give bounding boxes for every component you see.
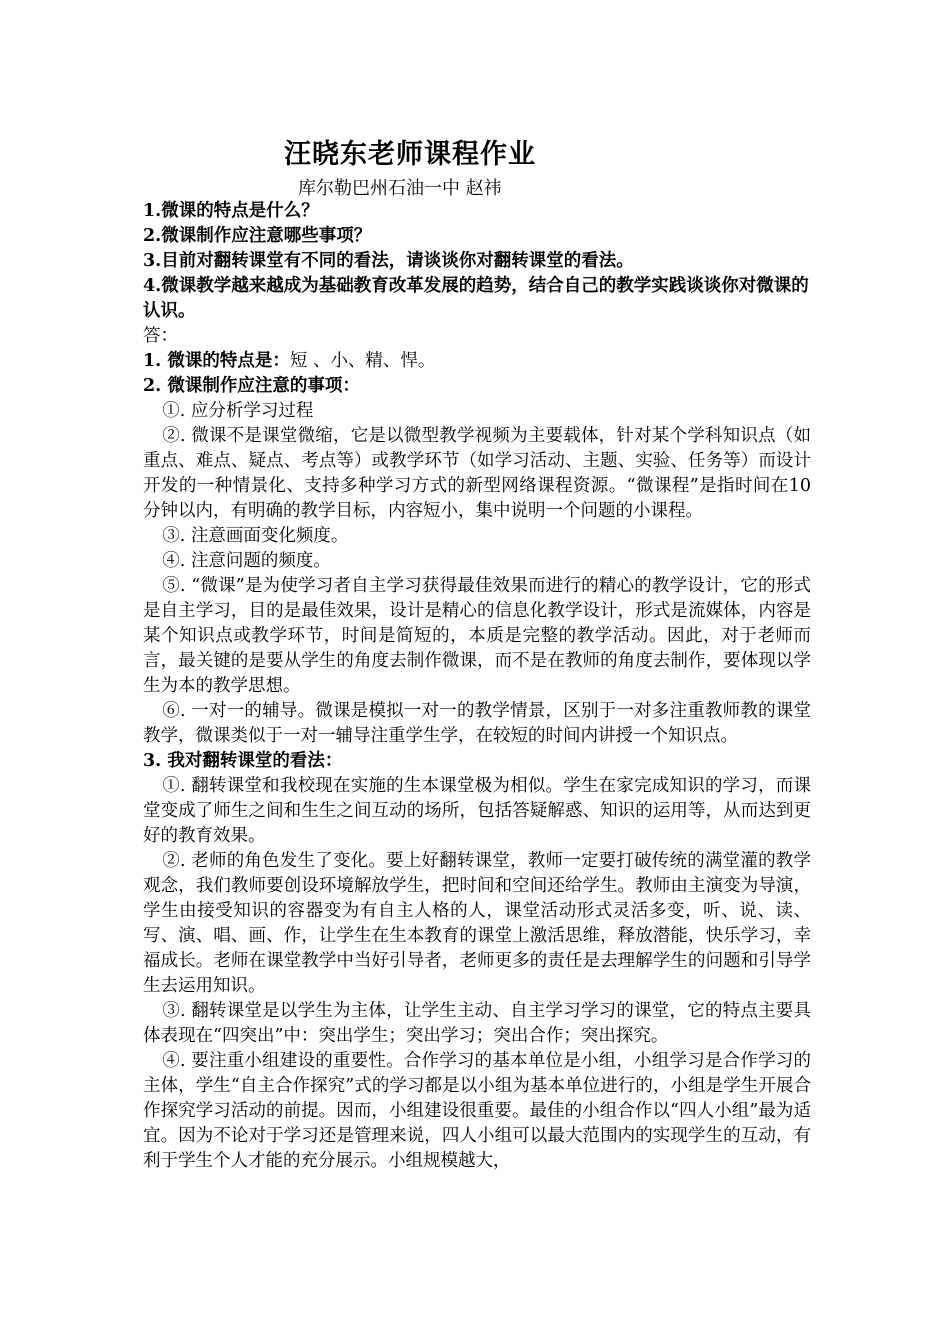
answer-2-point-1: ①. 应分析学习过程 bbox=[162, 401, 314, 421]
question-1: 1.微课的特点是什么？ bbox=[143, 201, 319, 221]
answer-3-heading: 3. 我对翻转课堂的看法： bbox=[143, 751, 343, 771]
answer-label: 答： bbox=[143, 326, 178, 346]
answer-1 bbox=[143, 349, 811, 374]
answer-2-heading: 2. 微课制作应注意的事项： bbox=[143, 376, 360, 396]
answer-2-point-5: ⑤. “微课”是为使学习者自主学习获得最佳效果而进行的精心的教学设计，它的形式是自主学习，目的是最佳效果，设计是精心的信息化教学设计，形式是流媒体，内容是某个知识点或教学环节，时间是简短的，本质是完整的教学活动。因此，对于老师而言，最关键的是要从学生的角度去制作微课，而不是在教师的角度去制作，要体现以学生为本的教学思想。 bbox=[143, 576, 811, 696]
answer-2-point-6: ⑥. 一对一的辅导。微课是模拟一对一的教学情景，区别于一对多注重教师教的课堂教学，微课类似于一对一辅导注重学生学，在较短的时间内讲授一个知识点。 bbox=[143, 701, 811, 746]
document-body bbox=[143, 199, 811, 1174]
answer-2-point-3: ③. 注意画面变化频度。 bbox=[162, 526, 349, 546]
answer-3-point-4: ④. 要注重小组建设的重要性。合作学习的基本单位是小组，小组学习是合作学习的主体，学生“自主合作探究”式的学习都是以小组为基本单位进行的，小组是学生开展合作探究学习活动的前提。因而，小组建设很重要。最佳的小组合作以“四人小组”最为适宜。因为不论对于学习还是管理来说，四人小组可以最大范围内的实现学生的互动，有利于学生个人才能的充分展示。小组规模越大， bbox=[143, 1051, 811, 1171]
question-4: 4.微课教学越来越成为基础教育改革发展的趋势，结合自己的教学实践谈谈你对微课的认识。 bbox=[143, 276, 809, 321]
answer-2-point-2: ②. 微课不是课堂微缩，它是以微型教学视频为主要载体，针对某个学科知识点（如重点、难点、疑点、考点等）或教学环节（如学习活动、主题、实验、任务等）而设计开发的一种情景化、支持多种学习方式的新型网络课程资源。“微课程”是指时间在10分钟以内，有明确的教学目标，内容短小，集中说明一个问题的小课程。 bbox=[143, 426, 811, 521]
answer-3-point-3: ③. 翻转课堂是以学生为主体，让学生主动、自主学习学习的课堂，它的特点主要具体表现在“四突出”中：突出学生；突出学习；突出合作；突出探究。 bbox=[143, 1001, 811, 1046]
answer-1-text: 短 、小、精、悍。 bbox=[289, 351, 436, 371]
document-author: 库尔勒巴州石油一中 赵祎 bbox=[298, 178, 502, 199]
question-3: 3.目前对翻转课堂有不同的看法，请谈谈你对翻转课堂的看法。 bbox=[143, 251, 634, 271]
answer-3-point-1: ①. 翻转课堂和我校现在实施的生本课堂极为相似。学生在家完成知识的学习，而课堂变成了师生之间和生生之间互动的场所，包括答疑解惑、知识的运用等，从而达到更好的教育效果。 bbox=[143, 776, 811, 846]
answer-1-label: 1. 微课的特点是： bbox=[143, 351, 290, 371]
answer-2-point-4: ④. 注意问题的频度。 bbox=[162, 551, 331, 571]
question-2: 2.微课制作应注意哪些事项？ bbox=[143, 226, 372, 246]
document-title: 汪晓东老师课程作业 bbox=[284, 139, 536, 170]
answer-3-point-2: ②. 老师的角色发生了变化。要上好翻转课堂，教师一定要打破传统的满堂灌的教学观念，我们教师要创设环境解放学生，把时间和空间还给学生。教师由主演变为导演，学生由接受知识的容器变为有自主人格的人，课堂活动形式灵活多变，听、说、读、写、演、唱、画、作，让学生在生本教育的课堂上激活思维，释放潜能，快乐学习，幸福成长。老师在课堂教学中当好引导者，老师更多的责任是去理解学生的问题和引导学生去运用知识。 bbox=[143, 851, 811, 996]
